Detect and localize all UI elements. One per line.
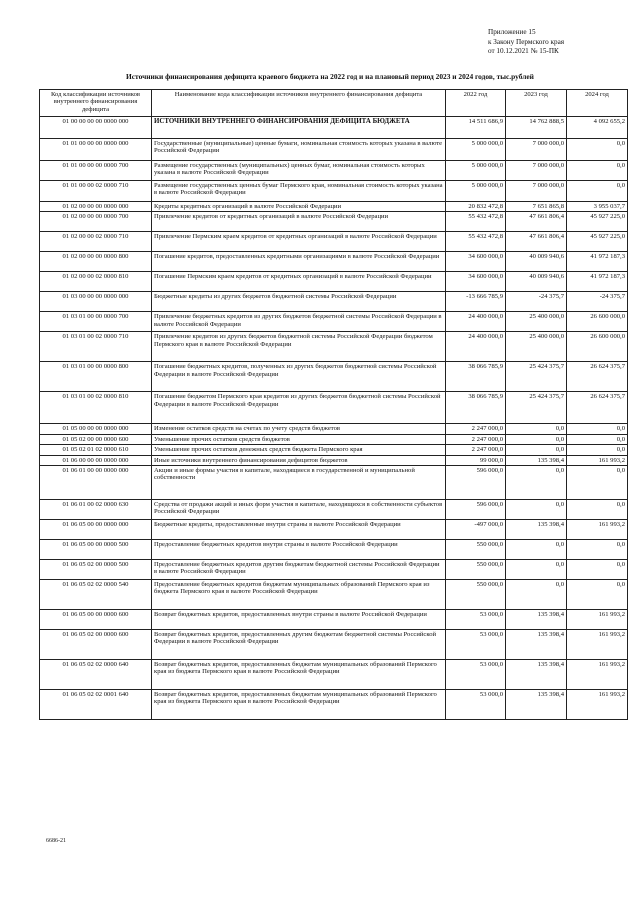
- row-value-2022: 24 400 000,0: [446, 312, 506, 332]
- document-title: Источники финансирования дефицита краевого бюджета на 2022 год и на плановый период 2023 и 2024 годов, тыс.рублей: [126, 72, 534, 81]
- row-value-2024: 45 927 225,0: [567, 232, 628, 252]
- row-value-2022: 550 000,0: [446, 560, 506, 580]
- row-value-2024: 0,0: [567, 434, 628, 444]
- table-row: [40, 181, 628, 202]
- table-row: [40, 202, 628, 212]
- table-row: [40, 455, 628, 465]
- table-row: [40, 690, 628, 720]
- table-row: [40, 520, 628, 540]
- row-name: Уменьшение прочих остатков денежных средств бюджета Пермского края: [152, 445, 446, 455]
- row-name: ИСТОЧНИКИ ВНУТРЕННЕГО ФИНАНСИРОВАНИЯ ДЕФИЦИТА БЮДЖЕТА: [152, 117, 446, 139]
- row-code: 01 03 01 00 00 0000 800: [40, 362, 152, 392]
- row-name: Погашение бюджетных кредитов, полученных из других бюджетов бюджетной системы Российской Федерации в валюте Российской Федерации: [152, 362, 446, 392]
- row-value-2022: 55 432 472,8: [446, 212, 506, 232]
- row-value-2024: 41 972 187,3: [567, 252, 628, 272]
- row-value-2022: 24 400 000,0: [446, 332, 506, 362]
- table-row: [40, 630, 628, 660]
- row-value-2022: 99 000,0: [446, 455, 506, 465]
- row-value-2024: 0,0: [567, 466, 628, 500]
- row-code: 01 06 05 02 02 0000 540: [40, 580, 152, 610]
- row-value-2022: 5 000 000,0: [446, 161, 506, 181]
- row-value-2022: 2 247 000,0: [446, 424, 506, 434]
- table-row: [40, 424, 628, 434]
- row-value-2022: 20 832 472,8: [446, 202, 506, 212]
- row-name: Привлечение кредитов от кредитных организаций в валюте Российской Федерации: [152, 212, 446, 232]
- row-value-2024: 26 624 375,7: [567, 392, 628, 424]
- row-value-2024: 0,0: [567, 181, 628, 202]
- row-name: Привлечение бюджетных кредитов из других бюджетов бюджетной системы Российской Федерации в валюте Российской Федерации: [152, 312, 446, 332]
- table-row: [40, 660, 628, 690]
- row-name: Возврат бюджетных кредитов, предоставленных бюджетам муниципальных образований Пермского края из бюджета Пермского края в валюте Российской Федерации: [152, 660, 446, 690]
- row-value-2024: 0,0: [567, 560, 628, 580]
- row-code: 01 05 02 00 00 0000 600: [40, 434, 152, 444]
- row-value-2022: 596 000,0: [446, 466, 506, 500]
- row-value-2024: 26 624 375,7: [567, 362, 628, 392]
- row-value-2022: 53 000,0: [446, 660, 506, 690]
- table-row: [40, 232, 628, 252]
- row-name: Предоставление бюджетных кредитов бюджетам муниципальных образований Пермского края из бюджета Пермского края в валюте Российской Федерации: [152, 580, 446, 610]
- row-value-2023: 0,0: [506, 466, 567, 500]
- row-value-2022: 14 511 686,9: [446, 117, 506, 139]
- row-value-2023: 25 424 375,7: [506, 392, 567, 424]
- row-code: 01 06 05 02 00 0000 500: [40, 560, 152, 580]
- row-value-2022: 596 000,0: [446, 500, 506, 520]
- row-value-2022: 550 000,0: [446, 540, 506, 560]
- table-header-row: [40, 90, 628, 117]
- row-name: Размещение государственных (муниципальных) ценных бумаг, номинальная стоимость которых указана в валюте Российской Федерации: [152, 161, 446, 181]
- row-value-2024: 4 092 655,2: [567, 117, 628, 139]
- table-row: [40, 312, 628, 332]
- row-code: 01 06 05 00 00 0000 600: [40, 610, 152, 630]
- row-value-2023: 135 398,4: [506, 660, 567, 690]
- row-value-2022: 38 066 785,9: [446, 362, 506, 392]
- row-value-2023: 25 424 375,7: [506, 362, 567, 392]
- sources-table: [39, 89, 628, 720]
- row-name: Погашение кредитов, предоставленных кредитными организациями в валюте Российской Федерации: [152, 252, 446, 272]
- row-value-2024: 0,0: [567, 580, 628, 610]
- table-row: [40, 580, 628, 610]
- header-2024: 2024 год: [567, 90, 628, 117]
- row-name: Средства от продажи акций и иных форм участия в капитале, находящихся в собственности субъектов Российской Федерации: [152, 500, 446, 520]
- row-value-2023: 135 398,4: [506, 690, 567, 720]
- row-value-2023: 0,0: [506, 434, 567, 444]
- row-value-2023: 135 398,4: [506, 610, 567, 630]
- row-value-2024: 161 993,2: [567, 690, 628, 720]
- table-row: [40, 292, 628, 312]
- row-value-2023: 7 000 000,0: [506, 181, 567, 202]
- row-code: 01 06 01 00 02 0000 630: [40, 500, 152, 520]
- row-name: Иные источники внутреннего финансирования дефицитов бюджетов: [152, 455, 446, 465]
- row-name: Изменение остатков средств на счетах по учету средств бюджетов: [152, 424, 446, 434]
- row-value-2023: 7 000 000,0: [506, 161, 567, 181]
- row-code: 01 02 00 00 02 0000 710: [40, 232, 152, 252]
- row-code: 01 05 00 00 00 0000 000: [40, 424, 152, 434]
- header-2023: 2023 год: [506, 90, 567, 117]
- row-name: Возврат бюджетных кредитов, предоставленных бюджетам муниципальных образований Пермского края из бюджета Пермского края в валюте Российской Федерации: [152, 690, 446, 720]
- annex-line-1: Приложение 15: [488, 28, 536, 36]
- row-value-2024: 41 972 187,3: [567, 272, 628, 292]
- header-2022: 2022 год: [446, 90, 506, 117]
- row-value-2022: 2 247 000,0: [446, 445, 506, 455]
- table-row: [40, 139, 628, 161]
- row-value-2024: 26 600 000,0: [567, 312, 628, 332]
- table-row: [40, 161, 628, 181]
- row-value-2023: 0,0: [506, 560, 567, 580]
- row-name: Предоставление бюджетных кредитов внутри страны в валюте Российской Федерации: [152, 540, 446, 560]
- row-code: 01 01 00 00 02 0000 710: [40, 181, 152, 202]
- row-value-2023: 0,0: [506, 540, 567, 560]
- row-code: 01 02 00 00 02 0000 810: [40, 272, 152, 292]
- row-code: 01 05 02 01 02 0000 610: [40, 445, 152, 455]
- row-code: 01 06 05 02 02 0000 640: [40, 660, 152, 690]
- table-row: [40, 560, 628, 580]
- row-value-2023: 25 400 000,0: [506, 312, 567, 332]
- table-row: [40, 212, 628, 232]
- row-value-2023: 40 009 940,6: [506, 272, 567, 292]
- row-value-2024: 161 993,2: [567, 660, 628, 690]
- row-value-2022: 55 432 472,8: [446, 232, 506, 252]
- row-value-2024: 0,0: [567, 500, 628, 520]
- row-value-2024: 0,0: [567, 424, 628, 434]
- row-value-2024: 45 927 225,0: [567, 212, 628, 232]
- table-row: [40, 466, 628, 500]
- row-name: Уменьшение прочих остатков средств бюджетов: [152, 434, 446, 444]
- table-row: [40, 272, 628, 292]
- row-value-2022: 5 000 000,0: [446, 181, 506, 202]
- table-row: [40, 445, 628, 455]
- row-code: 01 06 00 00 00 0000 000: [40, 455, 152, 465]
- row-value-2023: 40 009 940,6: [506, 252, 567, 272]
- row-code: 01 02 00 00 00 0000 000: [40, 202, 152, 212]
- row-value-2023: 0,0: [506, 445, 567, 455]
- row-value-2022: -13 666 785,9: [446, 292, 506, 312]
- row-value-2023: 135 398,4: [506, 455, 567, 465]
- row-code: 01 01 00 00 00 0000 000: [40, 139, 152, 161]
- row-value-2023: -24 375,7: [506, 292, 567, 312]
- row-code: 01 03 01 00 02 0000 810: [40, 392, 152, 424]
- row-name: Возврат бюджетных кредитов, предоставленных внутри страны в валюте Российской Федерации: [152, 610, 446, 630]
- row-code: 01 03 01 00 00 0000 700: [40, 312, 152, 332]
- row-value-2023: 25 400 000,0: [506, 332, 567, 362]
- row-code: 01 02 00 00 00 0000 800: [40, 252, 152, 272]
- row-value-2022: 38 066 785,9: [446, 392, 506, 424]
- table-row: [40, 117, 628, 139]
- row-value-2023: 0,0: [506, 500, 567, 520]
- row-name: Государственные (муниципальные) ценные бумаги, номинальная стоимость которых указана в валюте Российской Федерации: [152, 139, 446, 161]
- row-value-2022: 5 000 000,0: [446, 139, 506, 161]
- row-value-2024: 161 993,2: [567, 610, 628, 630]
- table-row: [40, 500, 628, 520]
- row-value-2022: 550 000,0: [446, 580, 506, 610]
- row-value-2024: 0,0: [567, 540, 628, 560]
- row-value-2022: 53 000,0: [446, 690, 506, 720]
- table-row: [40, 540, 628, 560]
- row-name: Погашение бюджетом Пермского края кредитов из других бюджетов бюджетной системы Российской Федерации в валюте Российской Федерации: [152, 392, 446, 424]
- row-value-2024: -24 375,7: [567, 292, 628, 312]
- row-name: Размещение государственных ценных бумаг Пермского края, номинальная стоимость которых указана в валюте Российской Федерации: [152, 181, 446, 202]
- row-value-2023: 47 661 806,4: [506, 232, 567, 252]
- row-code: 01 02 00 00 00 0000 700: [40, 212, 152, 232]
- row-value-2024: 3 955 037,7: [567, 202, 628, 212]
- row-value-2023: 135 398,4: [506, 630, 567, 660]
- row-value-2024: 161 993,2: [567, 455, 628, 465]
- row-name: Кредиты кредитных организаций в валюте Российской Федерации: [152, 202, 446, 212]
- row-name: Акции и иные формы участия в капитале, находящиеся в государственной и муниципальной собственности: [152, 466, 446, 500]
- row-code: 01 06 05 02 00 0000 600: [40, 630, 152, 660]
- table-row: [40, 252, 628, 272]
- row-value-2022: -497 000,0: [446, 520, 506, 540]
- row-value-2023: 7 651 865,8: [506, 202, 567, 212]
- row-code: 01 06 01 00 00 0000 000: [40, 466, 152, 500]
- row-name: Бюджетные кредиты из других бюджетов бюджетной системы Российской Федерации: [152, 292, 446, 312]
- row-value-2023: 7 000 000,0: [506, 139, 567, 161]
- row-name: Предоставление бюджетных кредитов другим бюджетам бюджетной системы Российской Федерации в валюте Российской Федерации: [152, 560, 446, 580]
- header-name: Наименование кода классификации источников внутреннего финансирования дефицита: [152, 90, 446, 117]
- row-value-2023: 47 661 806,4: [506, 212, 567, 232]
- table-row: [40, 392, 628, 424]
- row-value-2024: 161 993,2: [567, 630, 628, 660]
- row-value-2022: 53 000,0: [446, 630, 506, 660]
- row-value-2024: 0,0: [567, 139, 628, 161]
- row-code: 01 06 05 00 00 0000 500: [40, 540, 152, 560]
- row-code: 01 01 00 00 00 0000 700: [40, 161, 152, 181]
- row-name: Привлечение кредитов из других бюджетов бюджетной системы Российской Федерации бюджетом Пермского края в валюте Российской Федерации: [152, 332, 446, 362]
- row-code: 01 06 05 00 00 0000 000: [40, 520, 152, 540]
- row-value-2024: 0,0: [567, 445, 628, 455]
- row-value-2023: 0,0: [506, 580, 567, 610]
- row-value-2023: 14 762 888,5: [506, 117, 567, 139]
- row-value-2022: 34 600 000,0: [446, 252, 506, 272]
- row-name: Бюджетные кредиты, предоставленные внутри страны в валюте Российской Федерации: [152, 520, 446, 540]
- row-value-2024: 26 600 000,0: [567, 332, 628, 362]
- row-code: 01 06 05 02 02 0001 640: [40, 690, 152, 720]
- row-value-2022: 34 600 000,0: [446, 272, 506, 292]
- row-code: 01 00 00 00 00 0000 000: [40, 117, 152, 139]
- footer-number: 6686-21: [46, 838, 66, 844]
- row-name: Погашение Пермским краем кредитов от кредитных организаций в валюте Российской Федерации: [152, 272, 446, 292]
- row-value-2024: 0,0: [567, 161, 628, 181]
- row-value-2022: 2 247 000,0: [446, 434, 506, 444]
- row-value-2023: 135 398,4: [506, 520, 567, 540]
- annex-block: [488, 28, 638, 57]
- annex-line-2: к Закону Пермского края: [488, 37, 565, 46]
- table-row: [40, 434, 628, 444]
- row-value-2022: 53 000,0: [446, 610, 506, 630]
- table-row: [40, 610, 628, 630]
- table-row: [40, 332, 628, 362]
- row-name: Привлечение Пермским краем кредитов от кредитных организаций в валюте Российской Федерации: [152, 232, 446, 252]
- annex-line-3: от 10.12.2021 № 15-ПК: [488, 47, 559, 56]
- row-name: Возврат бюджетных кредитов, предоставленных другим бюджетам бюджетной системы Российской Федерации в валюте Российской Федерации: [152, 630, 446, 660]
- row-value-2023: 0,0: [506, 424, 567, 434]
- row-code: 01 03 01 00 02 0000 710: [40, 332, 152, 362]
- table-row: [40, 362, 628, 392]
- row-value-2024: 161 993,2: [567, 520, 628, 540]
- header-code: Код классификации источников внутреннего финансирования дефицита: [40, 90, 152, 117]
- row-code: 01 03 00 00 00 0000 000: [40, 292, 152, 312]
